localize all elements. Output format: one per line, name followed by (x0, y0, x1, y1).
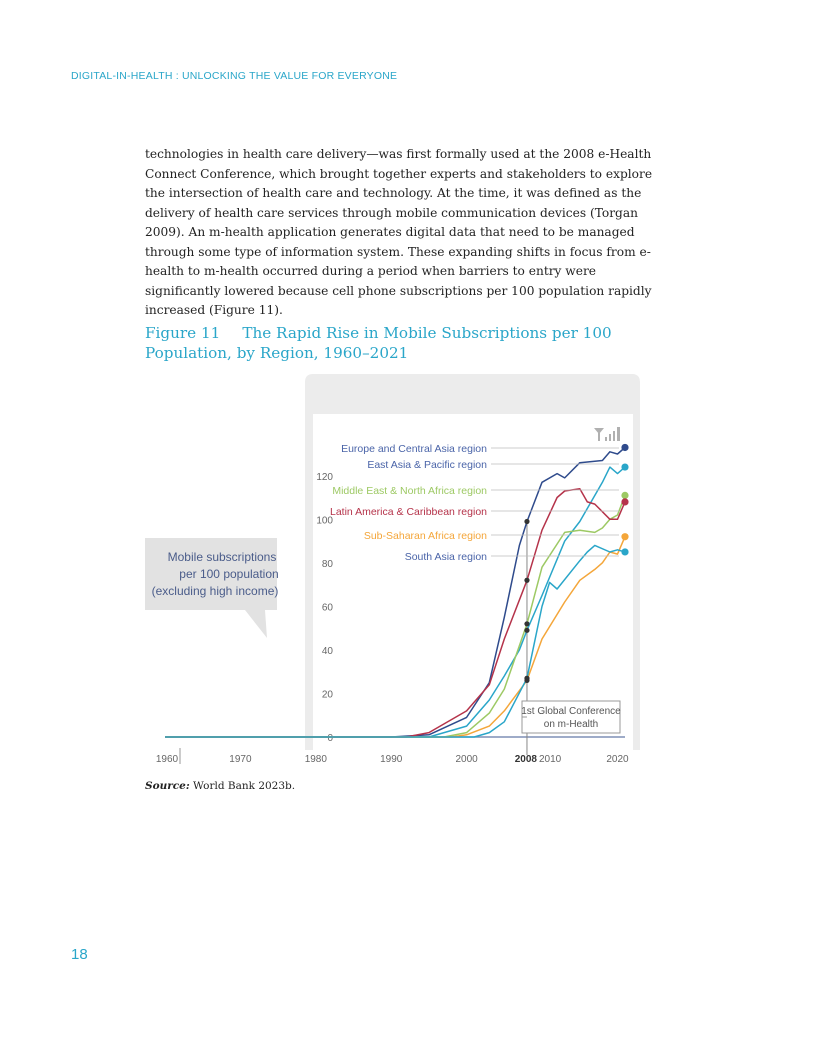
y-tick-label: 80 (321, 558, 333, 570)
annotation-text-line-1: 1st Global Conference (521, 706, 621, 717)
legend-label-4: Latin America & Caribbean region (329, 506, 487, 518)
y-tick-label: 20 (321, 689, 333, 701)
series-end-marker-3 (621, 492, 628, 499)
y-tick-label: 120 (316, 471, 333, 483)
annotation-point-1 (524, 519, 529, 524)
y-tick-label: 60 (321, 602, 333, 614)
figure-caption (145, 323, 685, 363)
legend-label-1: Europe and Central Asia region (341, 443, 487, 455)
legend-label-6: South Asia region (404, 551, 487, 563)
legend-label-3: Middle East & North Africa region (332, 485, 487, 497)
body-paragraph: technologies in health care delivery—was first formally used at the 2008 e-Health Connect Conference, which brought together experts and stakeholders to explore the intersection of health care and technology. At the time, it was defined as the delivery of health care services through mobile communication devices (Torgan 2009). An m-health application generates digital data that need to be managed through some type of information system. These expanding shifts in focus from e-health to m-health occurred during a period when barriers to entry were significantly lowered because cell phone subscriptions per 100 population rapidly increased (Figure 11). (145, 147, 653, 317)
figure-source (145, 780, 295, 792)
x-tick-label: 2008 (514, 754, 537, 765)
annotation-point-2 (524, 628, 529, 633)
annotation-text-line-2: on m-Health (543, 719, 599, 730)
figure-number: Figure 11 (145, 324, 221, 342)
y-tick-label: 100 (316, 515, 333, 527)
y-axis-label-line-1: Mobile subscriptions (167, 550, 277, 564)
annotation-point-4 (524, 578, 529, 583)
series-end-marker-4 (621, 498, 628, 505)
legend-label-2: East Asia & Pacific region (367, 459, 487, 471)
figure-chart (145, 370, 645, 775)
source-text: World Bank 2023b. (193, 780, 296, 792)
y-axis-label-line-3: (excluding high income) (151, 584, 279, 598)
x-tick-label: 1980 (304, 754, 327, 765)
x-tick-label: 1970 (229, 754, 252, 765)
chart-svg (145, 370, 645, 775)
y-tick-label: 0 (327, 733, 333, 744)
x-tick-label: 1990 (380, 754, 403, 765)
running-header: DIGITAL-IN-HEALTH : UNLOCKING THE VALUE FOR EVERYONE (71, 70, 398, 82)
x-tick-label: 2000 (455, 754, 478, 765)
x-tick-label: 2020 (606, 754, 629, 765)
series-end-marker-1 (621, 444, 628, 451)
page-number: 18 (71, 946, 88, 963)
x-tick-label: 1960 (155, 754, 179, 765)
annotation-point-6 (524, 676, 529, 681)
x-tick-label: 2010 (538, 754, 562, 765)
annotation-point-3 (524, 621, 529, 626)
series-end-marker-2 (621, 463, 628, 470)
series-end-marker-6 (621, 548, 628, 555)
y-tick-label: 40 (321, 645, 333, 657)
y-axis-label-line-2: per 100 population (179, 567, 279, 581)
source-label: Source: (145, 780, 190, 792)
legend-label-5: Sub-Saharan Africa region (363, 530, 487, 542)
figure-title: The Rapid Rise in Mobile Subscriptions per 100 Population, by Region, 1960–2021 (145, 324, 612, 362)
series-end-marker-5 (621, 533, 628, 540)
